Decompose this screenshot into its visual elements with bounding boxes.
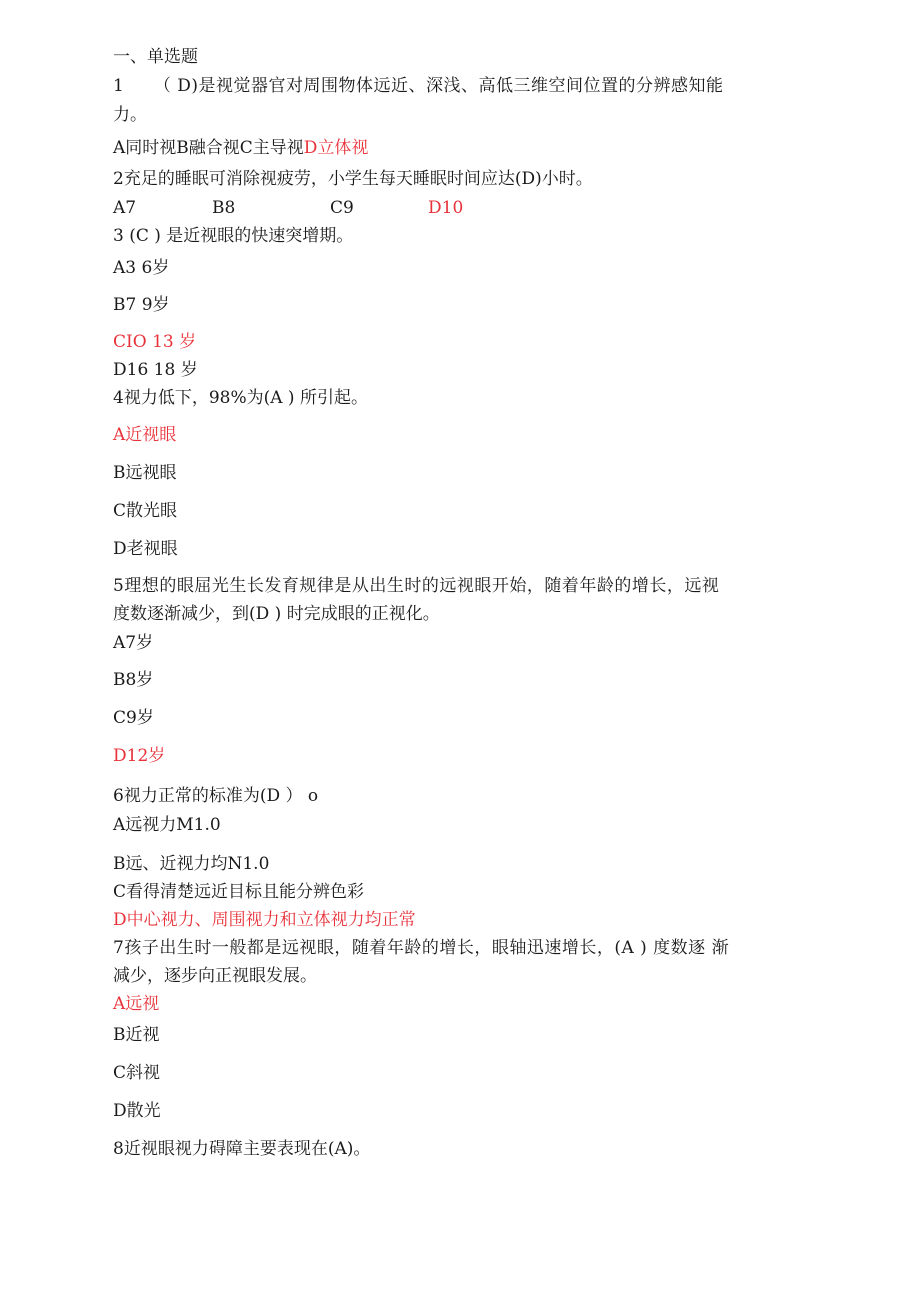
question-1-line-2: 力。 [113, 105, 147, 125]
question-5-line-1: 5理想的眼屈光生长发育规律是从出生时的远视眼开始，随着年龄的增长，远视 [113, 576, 720, 596]
question-6-option-a: A远视力M1.0 [113, 815, 221, 835]
question-7-line-1: 7孩子出生时一般都是远视眼，随着年龄的增长，眼轴迅速增长，(A ) 度数逐 渐 [113, 938, 730, 958]
question-3-option-d: D16 18 岁 [113, 360, 198, 380]
question-4-text: 4视力低下，98%为(A ) 所引起。 [113, 388, 368, 408]
question-1-number: 1 [113, 76, 124, 96]
question-8-text: 8近视眼视力碍障主要表现在(A)。 [113, 1139, 371, 1159]
question-1-line-1 [113, 75, 724, 97]
question-5-option-c: C9岁 [113, 708, 154, 728]
question-2-option-a: A7 [113, 198, 137, 218]
question-5-option-b: B8岁 [113, 670, 154, 690]
question-2-answer: D10 [428, 198, 464, 218]
question-7-option-c: C斜视 [113, 1063, 161, 1083]
question-7-option-b: B近视 [113, 1025, 160, 1045]
section-heading: 一、单选题 [113, 47, 198, 67]
question-2-option-b: B8 [212, 198, 236, 218]
question-1-options [113, 137, 368, 159]
question-2-text: 2充足的睡眠可消除视疲劳，小学生每天睡眠时间应达(D)小时。 [113, 169, 593, 189]
question-3-option-b: B7 9岁 [113, 295, 170, 315]
question-7-line-2: 减少，逐步向正视眼发展。 [113, 966, 317, 986]
question-7-answer: A远视 [113, 994, 160, 1014]
question-6-option-b: B远、近视力均N1.0 [113, 854, 270, 874]
question-4-option-d: D老视眼 [113, 539, 178, 559]
question-5-line-2: 度数逐渐减少，到(D ) 时完成眼的正视化。 [113, 604, 440, 624]
question-5-option-a: A7岁 [113, 633, 154, 653]
question-4-answer: A近视眼 [113, 425, 177, 445]
question-2-option-c: C9 [330, 198, 354, 218]
question-4-option-c: C散光眼 [113, 501, 178, 521]
question-1-answer: D立体视 [303, 138, 369, 158]
question-7-option-d: D散光 [113, 1101, 161, 1121]
question-6-answer: D中心视力、周围视力和立体视力均正常 [113, 910, 416, 930]
question-6-option-c: C看得清楚远近目标且能分辨色彩 [113, 882, 365, 902]
question-3-text: 3 (C ) 是近视眼的快速突增期。 [113, 226, 354, 246]
question-3-option-a: A3 6岁 [113, 258, 170, 278]
question-6-text: 6视力正常的标准为(D ） o [113, 786, 319, 806]
question-4-option-b: B远视眼 [113, 463, 177, 483]
question-1-options-text: A同时视B融合视C主导视 [113, 138, 304, 158]
question-3-answer: CIO 13 岁 [113, 332, 197, 352]
question-5-answer: D12岁 [113, 746, 166, 766]
question-1-text: （ D)是视觉器官对周围物体远近、深浅、高低三维空间位置的分辨感知能 [153, 76, 724, 96]
